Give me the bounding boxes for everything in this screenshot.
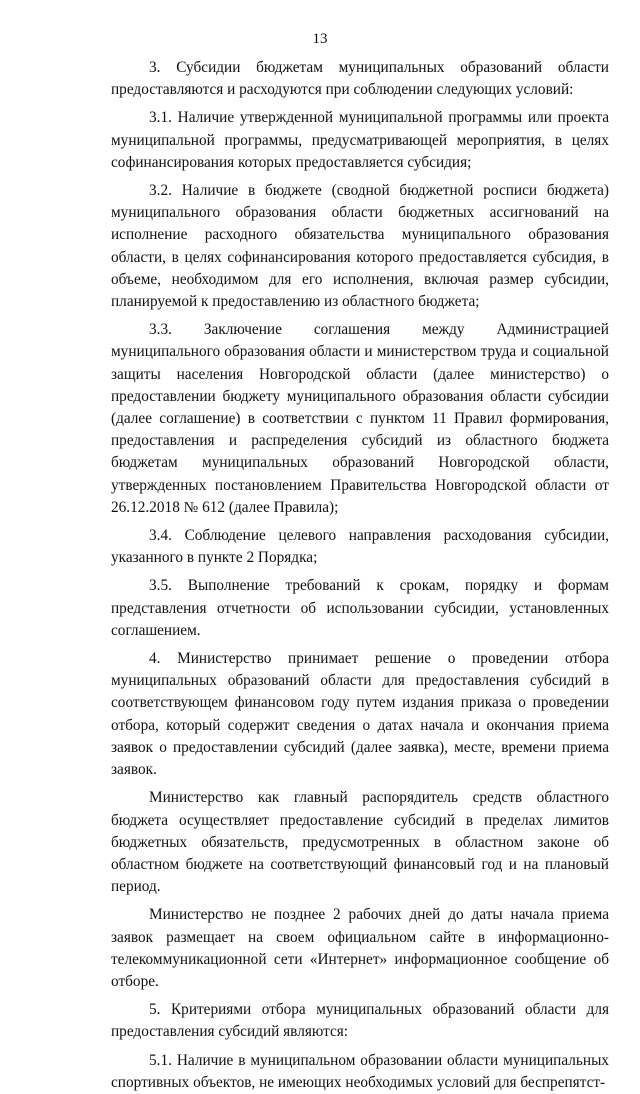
paragraph-3-2: 3.2. Наличие в бюджете (сводной бюджетной росписи бюджета) муниципального образования области бюджетных ассигнований на исполнение расходного обязательства муниципального образования области, в целях софинансирования которого предоставляется субсидия, в объеме, необходимом для его исполнения, включая размер субсидии, планируемой к предоставлению из областного бюджета; (111, 182, 609, 311)
paragraph-4-announcement: Министерство не позднее 2 рабочих дней до даты начала приема заявок размещает на своем официальном сайте в информационно-телекоммуникационной сети «Интернет» информационное сообщение об отборе. (111, 906, 609, 990)
page-number: 13 (312, 31, 328, 47)
paragraph-3-5: 3.5. Выполнение требований к срокам, порядку и формам представления отчетности об использовании субсидии, установленных соглашением. (111, 577, 609, 639)
document-body (111, 57, 609, 1094)
paragraph-3-4: 3.4. Соблюдение целевого направления расходования субсидии, указанного в пункте 2 Порядка; (111, 527, 609, 567)
paragraph-3: 3. Субсидии бюджетам муниципальных образований области предоставляются и расходуются при соблюдении следующих условий: (111, 59, 609, 99)
paragraph-3-3: 3.3. Заключение соглашения между Администрацией муниципального образования области и министерством труда и социальной защиты населения Новгородской области (далее министерство) о предоставлении бюджету муниципального образования области субсидии (далее соглашение) в соответствии с пунктом 11 Правил формирования, предоставления и распределения субсидий из областного бюджета бюджетам муниципальных образований Новгородской области, утвержденных постановлением Правительства Новгородской области от 26.12.2018 № 612 (далее Правила); (111, 321, 609, 516)
paragraph-4: 4. Министерство принимает решение о проведении отбора муниципальных образований области для предоставления субсидий в соответствующем финансовом году путем издания приказа о проведении отбора, который содержит сведения о датах начала и окончания приема заявок о предоставлении субсидий (далее заявка), месте, времени приема заявок. (111, 650, 609, 779)
paragraph-5: 5. Критериями отбора муниципальных образований области для предоставления субсидий являются: (111, 1001, 609, 1041)
paragraph-3-1: 3.1. Наличие утвержденной муниципальной программы или проекта муниципальной программы, предусматривающей мероприятия, в целях софинансирования которых предоставляется субсидия; (111, 109, 609, 171)
paragraph-5-1: 5.1. Наличие в муниципальном образовании области муниципальных спортивных объектов, не имеющих необходимых условий для беспрепятст- (111, 1051, 609, 1091)
paragraph-4-budget: Министерство как главный распорядитель средств областного бюджета осуществляет предоставление субсидий в пределах лимитов бюджетных обязательств, предусмотренных в областном законе об областном бюджете на соответствующий финансовый год и на плановый период. (111, 789, 609, 896)
